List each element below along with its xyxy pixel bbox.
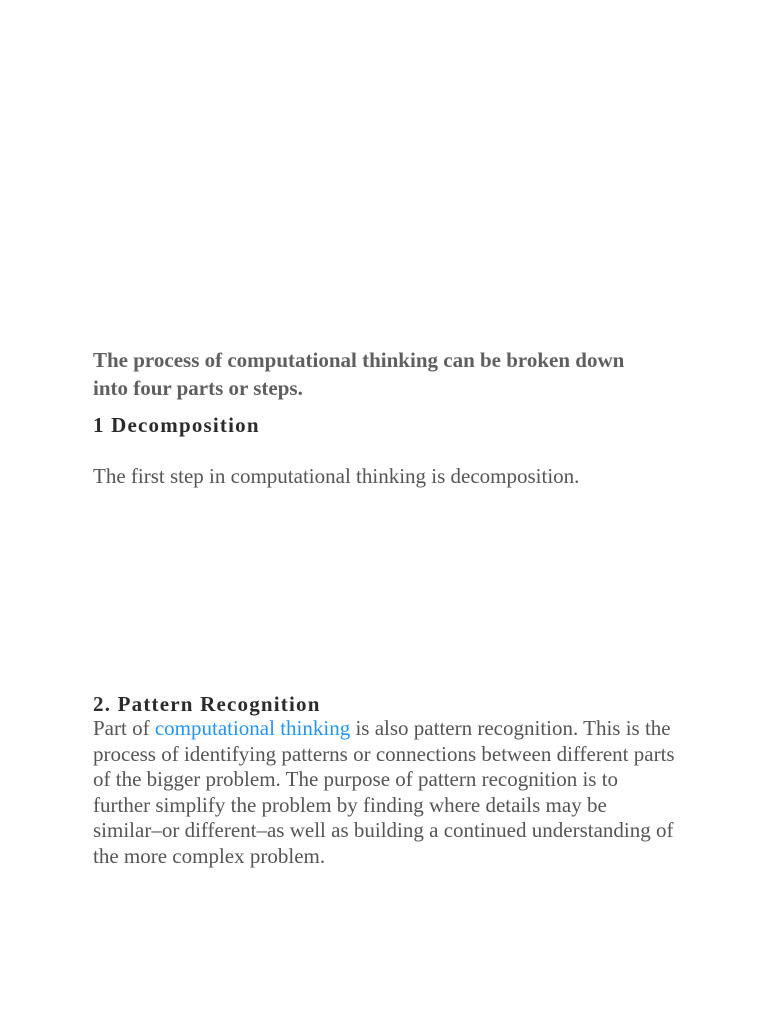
body-text-before-link: Part of — [93, 716, 155, 740]
section-body-decomposition: The first step in computational thinking is decomposition. — [93, 464, 580, 488]
section-heading-pattern-recognition: 2. Pattern Recognition — [93, 692, 321, 716]
body-text-after-link: is also pattern recognition. This is the process of identifying patterns or connections between different parts of the bigger problem. The purpose of pattern recognition is to further simplify the problem by finding where details may be similar–or different–as well as building a continued understanding of the more complex problem. — [93, 716, 675, 868]
section-body-pattern-recognition — [93, 716, 678, 869]
intro-text: The process of computational thinking can be broken down into four parts or steps. — [93, 348, 625, 400]
computational-thinking-link[interactable]: computational thinking — [154, 716, 351, 740]
section-heading-decomposition: 1 Decomposition — [93, 413, 260, 437]
